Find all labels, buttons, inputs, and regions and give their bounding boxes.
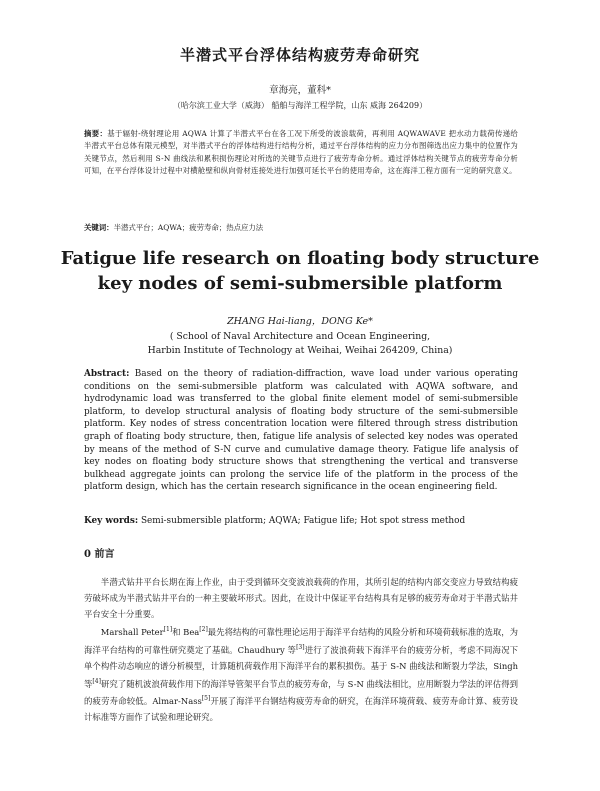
english-keywords-text: Semi-submersible platform; AQWA; Fatigue life; Hot spot stress method xyxy=(140,516,466,526)
english-affiliation xyxy=(60,330,540,358)
chinese-abstract xyxy=(84,128,518,177)
p2-text-b: 和 Bea xyxy=(172,626,200,637)
citation-4: [4] xyxy=(92,677,101,685)
chinese-abstract-text: 基于辐射-绕射理论用 AQWA 计算了半潜式平台在各工况下所受的波浪载荷，再利用 AQWAWAVE 把水动力载荷传递给半潜式平台总体有限元模型，对半潜式平台的浮体结构进行结构分析，通过平台浮体结构的应力分布图筛选出应力集中的位置作为关键节点，然后利用 S-N 曲线法和累积损伤理论对所选的关键节点进行了疲劳寿命分析。通过浮体结构关键节点的疲劳寿命分析可知，在平台浮体设计过程中对横舱壁和纵向骨材连接处进行加强可延长平台的使用寿命，这在海洋工程方面有一定的研究意义。 xyxy=(84,129,518,175)
citation-5: [5] xyxy=(201,695,211,703)
citation-1: [1] xyxy=(163,626,173,633)
chinese-keywords xyxy=(84,222,518,234)
body-paragraph-1: 半潜式钻井平台长期在海上作业，由于受到循环交变波浪载荷的作用，其所引起的结构内部交变应力导致结构疲劳破坏成为半潜式钻井平台的一种主要破坏形式。因此，在设计中保证平台结构具有足够的疲劳寿命对于半潜式钻井平台安全十分重要。 xyxy=(84,577,518,619)
english-affiliation-line-2: Harbin Institute of Technology at Weihai, Weihai 264209, China) xyxy=(147,345,453,356)
chinese-abstract-label: 摘要： xyxy=(84,129,108,138)
p2-text-e: 研究了随机波浪荷载作用下的海洋导管架平台节点的疲劳寿命，与 S-N 曲线法相比，应用断裂力学法的评估得到的疲劳寿命较低。Almar-Nass xyxy=(84,678,518,707)
p2-text-c: 最先将结构的可靠性理论运用于海洋平台结构的风险分析和环境荷载标准的选取，为海洋平台结构的可靠性研究奠定了基础。Chaudhury 等 xyxy=(84,626,518,655)
p2-text-d: 进行了波浪荷载下海洋平台的疲劳分析，考虑不同海况下单个构件动态响应的谱分析模型，计算随机荷载作用下海洋平台的累积损伤。基于 S-N 曲线法和断裂力学法，Singh 等 xyxy=(84,644,519,689)
chinese-authors: 章海亮，董科* xyxy=(269,85,331,96)
chinese-title: 半潜式平台浮体结构疲劳寿命研究 xyxy=(179,46,420,64)
section-heading: 0 前言 xyxy=(84,549,115,560)
citation-3: [3] xyxy=(296,643,305,651)
english-authors: ZHANG Hai-liang，DONG Ke* xyxy=(227,316,373,327)
english-title-line-2: key nodes of semi-submersible platform xyxy=(97,273,503,294)
english-affiliation-line-1: ( School of Naval Architecture and Ocean Engineering, xyxy=(169,331,431,342)
chinese-keywords-label: 关键词： xyxy=(84,223,114,232)
english-title xyxy=(60,246,540,296)
body-text xyxy=(84,574,518,725)
chinese-keywords-text: 半潜式平台；AQWA；疲劳寿命；热点应力法 xyxy=(113,223,264,232)
english-keywords xyxy=(84,515,518,528)
p2-text-a: Marshall Peter xyxy=(100,626,164,637)
english-keywords-label: Key words: xyxy=(84,516,139,526)
chinese-affiliation: （哈尔滨工业大学（威海） 船舶与海洋工程学院，山东 威海 264209） xyxy=(172,101,428,110)
english-abstract-text: Based on the theory of radiation-diffraction, wave load under various operating conditions on the semi-submersible platform was calculated with AQWA software, and hydrodynamic load was transferred to the global finite element model of semi-submersible platform, to develop structural analysis of floating body structure of the semi-submersible platform. Key nodes of stress concentration location were filtered through stress distribution graph of floating body structure, then, fatigue life analysis of selected key nodes was operated by means of the method of S-N curve and cumulative damage theory. Fatigue life analysis of key nodes on floating body structure shows that strengthening the vertical and transverse bulkhead aggregate joints can prolong the service life of the platform in the process of the platform design, which has the certain research significance in the ocean engineering field. xyxy=(84,369,518,493)
english-title-line-1: Fatigue life research on floating body structure xyxy=(60,248,540,269)
citation-2: [2] xyxy=(199,626,208,633)
english-abstract-label: Abstract: xyxy=(84,369,130,379)
body-paragraph-2 xyxy=(84,622,518,725)
p2-text-f: 开展了海洋平台钢结构疲劳寿命的研究，在海洋环境荷载、疲劳寿命计算、疲劳设计标准等方面作了试验和理论研究。 xyxy=(84,696,518,723)
english-abstract xyxy=(84,368,518,494)
